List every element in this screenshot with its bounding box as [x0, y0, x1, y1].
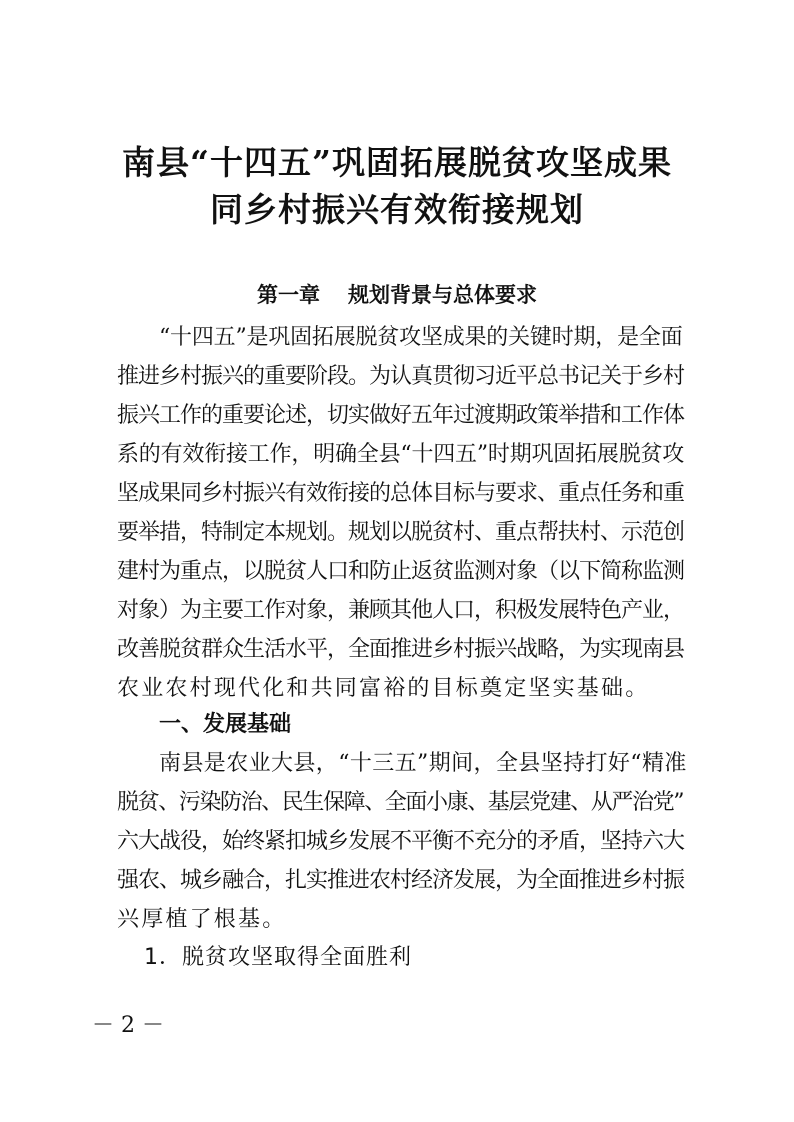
document-title-line-2: 同乡村振兴有效衔接规划	[210, 190, 584, 229]
chapter-heading	[0, 281, 794, 309]
section-line: 兴厚植了根基。	[117, 907, 287, 932]
section-heading: 一、发展基础	[159, 712, 292, 737]
section-line: 脱贫、污染防治、民生保障、全面小康、基层党建、从严治党”	[117, 790, 684, 815]
section-line: 强农、城乡融合，扎实推进农村经济发展，为全面推进乡村振	[117, 868, 685, 893]
intro-line: “十四五”是巩固拓展脱贫攻坚成果的关键时期，是全面	[159, 325, 683, 350]
page-number: － 2 －	[92, 1013, 164, 1038]
chapter-number: 第一章	[257, 283, 320, 307]
chapter-name: 规划背景与总体要求	[348, 283, 537, 307]
intro-line: 振兴工作的重要论述，切实做好五年过渡期政策举措和工作体	[117, 403, 685, 428]
section-line: 南县是农业大县，“十三五”期间，全县坚持打好“精准	[159, 751, 687, 776]
section-line: 六大战役，始终紧扣城乡发展不平衡不充分的矛盾，坚持六大	[117, 829, 685, 854]
intro-line: 对象）为主要工作对象，兼顾其他人口，积极发展特色产业，	[117, 598, 685, 623]
intro-line: 推进乡村振兴的重要阶段。为认真贯彻习近平总书记关于乡村	[117, 364, 685, 389]
subsection-heading: 1．脱贫攻坚取得全面胜利	[144, 945, 412, 970]
document-title-line-1: 南县“十四五”巩固拓展脱贫攻坚成果	[122, 143, 672, 182]
intro-line: 系的有效衔接工作，明确全县“十四五”时期巩固拓展脱贫攻	[117, 442, 685, 467]
intro-line: 改善脱贫群众生活水平，全面推进乡村振兴战略，为实现南县	[117, 637, 685, 662]
intro-line: 农业农村现代化和共同富裕的目标奠定坚实基础。	[117, 676, 650, 701]
intro-line: 建村为重点，以脱贫人口和防止返贫监测对象（以下简称监测	[117, 559, 685, 584]
intro-line: 坚成果同乡村振兴有效衔接的总体目标与要求、重点任务和重	[117, 481, 685, 506]
intro-line: 要举措，特制定本规划。规划以脱贫村、重点帮扶村、示范创	[117, 520, 685, 545]
